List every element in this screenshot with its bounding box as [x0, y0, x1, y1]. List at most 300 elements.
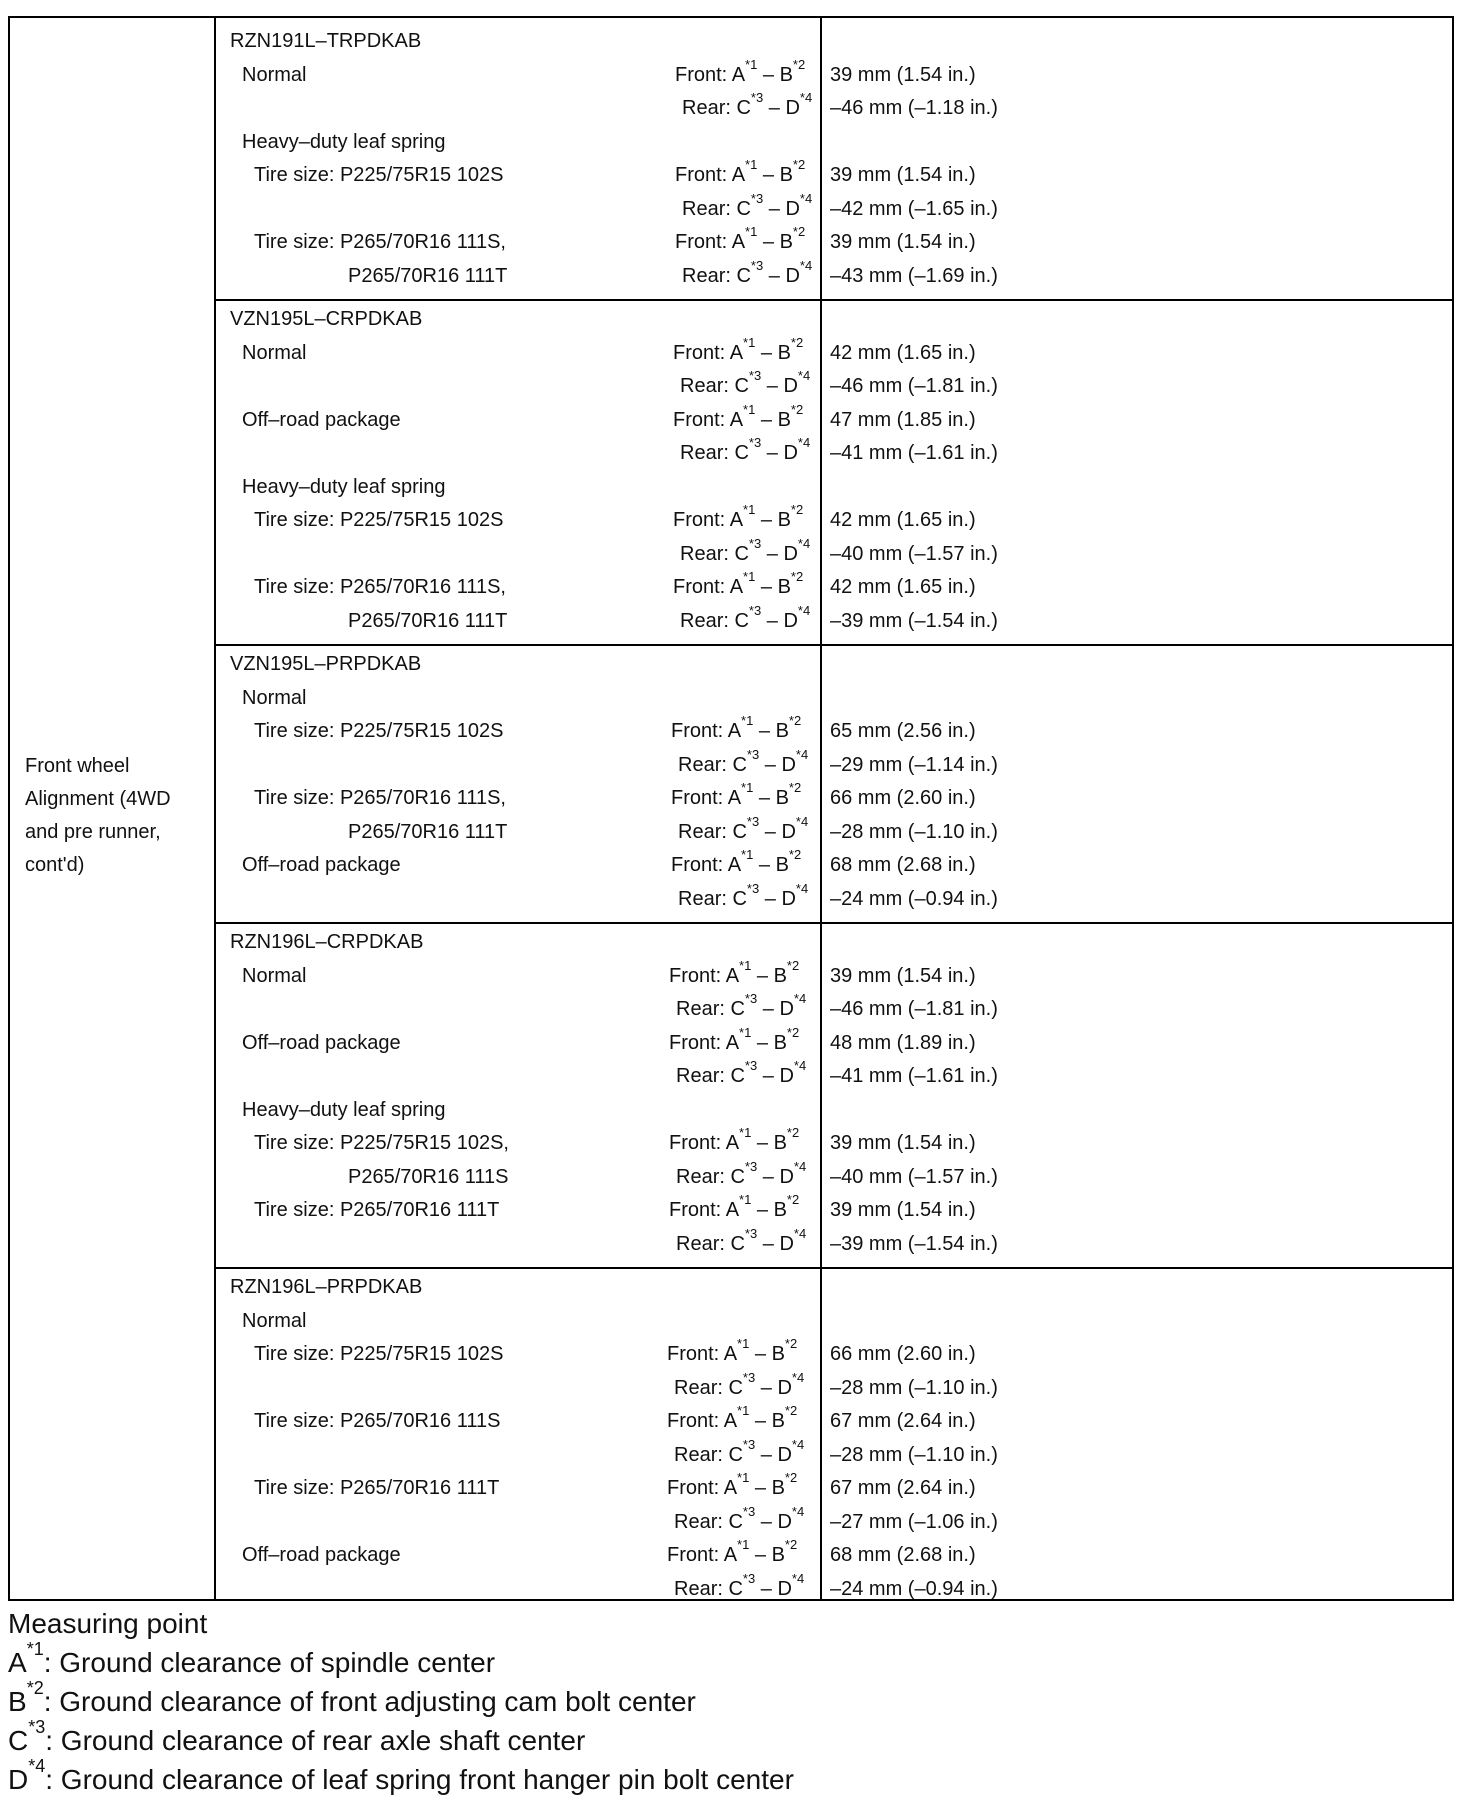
spec-condition: Tire size: P225/75R15 102S,	[254, 1132, 509, 1154]
rear-measurement-label	[678, 880, 809, 914]
section-divider	[214, 1267, 1452, 1269]
spec-condition: P265/70R16 111T	[348, 609, 508, 632]
clearance-value: 67 mm (2.64 in.)	[830, 1477, 976, 1499]
spec-row	[10, 368, 1450, 401]
measurement-part: Rear: C	[680, 542, 749, 565]
measurement-part: *3	[744, 991, 758, 1006]
legend-item: $D^{*4}$: Ground clearance of leaf spring front hanger pin bolt center	[8, 1756, 794, 1795]
section-divider	[214, 299, 1452, 301]
rear-measurement-label	[682, 257, 813, 291]
measurement-part: *1	[737, 1336, 750, 1351]
front-measurement-label	[675, 56, 806, 90]
measurement-part: – D	[763, 97, 800, 119]
measurement-part: *3	[750, 190, 764, 206]
measurement-part: *2	[786, 957, 800, 973]
measurement-part: *1	[737, 1403, 750, 1418]
spec-condition: Tire size: P225/75R15 102S	[254, 164, 504, 186]
measurement-part: *4	[793, 1058, 807, 1073]
spec-row	[10, 602, 1450, 636]
clearance-value: 66 mm (2.60 in.)	[830, 1343, 976, 1365]
measurement-part: Front: A	[675, 231, 746, 253]
rear-measurement-label	[678, 813, 809, 847]
measurement-part: *1	[741, 780, 754, 795]
spec-row	[10, 1058, 1450, 1091]
measurement-part: Rear: C	[680, 375, 749, 397]
rear-measurement-label	[678, 746, 809, 780]
spec-row	[10, 1306, 1450, 1336]
measurement-part: – D	[759, 887, 796, 910]
clearance-value: –39 mm (–1.54 in.)	[830, 1232, 998, 1255]
front-measurement-label	[667, 1470, 798, 1503]
front-measurement-label	[671, 780, 802, 813]
front-measurement-label	[669, 1192, 800, 1225]
clearance-value: 68 mm (2.68 in.)	[830, 854, 976, 876]
measurement-part: Rear: C	[680, 609, 749, 632]
row-label-line: Alignment (4WD	[25, 788, 171, 810]
measurement-part: *3	[750, 90, 764, 105]
spec-row	[10, 1095, 1450, 1125]
front-measurement-label	[673, 334, 804, 368]
measurement-part: – B	[751, 964, 787, 987]
measurement-part: *1	[739, 1125, 752, 1140]
clearance-value: 39 mm (1.54 in.)	[830, 164, 976, 186]
row-label-line: and pre runner,	[25, 821, 161, 843]
measurement-part: *4	[791, 1503, 805, 1519]
measurement-part: – B	[757, 164, 793, 186]
front-measurement-label	[671, 713, 802, 746]
clearance-value: 67 mm (2.64 in.)	[830, 1410, 976, 1432]
measurement-part: *2	[788, 847, 802, 862]
measurement-part: *4	[797, 435, 811, 450]
measurement-part: *2	[786, 1024, 800, 1040]
measurement-part: – B	[749, 1410, 785, 1432]
measurement-part: – D	[755, 1443, 792, 1466]
rear-measurement-label	[682, 90, 813, 123]
spec-row	[10, 56, 1450, 90]
clearance-value: 65 mm (2.56 in.)	[830, 720, 976, 742]
rear-measurement-label	[676, 1058, 807, 1091]
measurement-part: *1	[745, 224, 758, 239]
measurement-part: Rear: C	[674, 1577, 743, 1600]
measurement-part: *4	[791, 1436, 805, 1452]
spec-row	[10, 472, 1450, 502]
clearance-value: –24 mm (–0.94 in.)	[830, 887, 998, 910]
spec-condition: P265/70R16 111S	[348, 1165, 509, 1188]
clearance-value: 39 mm (1.54 in.)	[830, 964, 976, 987]
spec-row	[10, 1403, 1450, 1436]
model-code-row	[10, 649, 1450, 679]
measurement-part: – B	[755, 509, 791, 531]
measurement-part: *4	[793, 1158, 807, 1174]
measurement-part: Front: A	[667, 1343, 738, 1365]
measurement-part: *3	[744, 1158, 758, 1174]
measurement-part: *2	[788, 780, 802, 795]
clearance-value: 39 mm (1.54 in.)	[830, 63, 976, 86]
measurement-part: *1	[737, 1470, 750, 1485]
spec-row	[10, 127, 1450, 157]
measurement-part: *4	[791, 1570, 805, 1586]
measurement-part: *1	[741, 847, 754, 862]
spec-row	[10, 502, 1450, 535]
spec-row	[10, 157, 1450, 190]
rear-measurement-label	[676, 1158, 807, 1192]
spec-row	[10, 780, 1450, 813]
clearance-value: –28 mm (–1.10 in.)	[830, 1376, 998, 1399]
measurement-part: *2	[786, 1192, 800, 1207]
measurement-part: *4	[797, 602, 811, 618]
front-measurement-label	[675, 157, 806, 190]
measurement-part: *4	[791, 1369, 805, 1385]
spec-row	[10, 1024, 1450, 1058]
model-code: RZN196L–CRPDKAB	[230, 931, 424, 953]
spec-row	[10, 257, 1450, 291]
measurement-part: – D	[761, 442, 798, 464]
spec-condition: Normal	[242, 341, 307, 364]
rear-measurement-label	[680, 435, 811, 468]
measurement-part: Front: A	[673, 408, 744, 431]
spec-condition: Tire size: P265/70R16 111T	[254, 1199, 500, 1221]
measurement-part: – D	[757, 1165, 794, 1188]
spec-row	[10, 847, 1450, 880]
measurement-part: *3	[744, 1058, 758, 1073]
front-measurement-label	[667, 1537, 798, 1570]
measurement-part: *3	[746, 746, 760, 762]
measuring-point-legend	[8, 1604, 794, 1799]
spec-condition: P265/70R16 111T	[348, 820, 508, 843]
spec-row	[10, 1192, 1450, 1225]
measurement-part: – D	[759, 820, 796, 843]
measurement-part: *1	[743, 502, 756, 517]
spec-condition: P265/70R16 111T	[348, 264, 508, 287]
measurement-part: *2	[790, 334, 804, 350]
spec-condition: Off–road package	[242, 1031, 401, 1054]
model-code: VZN195L–PRPDKAB	[230, 653, 422, 675]
rear-measurement-label	[674, 1369, 805, 1403]
measurement-part: – B	[757, 231, 793, 253]
measurement-part: – B	[755, 408, 791, 431]
measurement-part: – D	[757, 1232, 794, 1255]
spec-condition: Off–road package	[242, 1544, 401, 1566]
measurement-part: *1	[739, 1024, 752, 1040]
clearance-value: –42 mm (–1.65 in.)	[830, 197, 998, 220]
front-measurement-label	[667, 1336, 798, 1369]
measurement-part: *4	[795, 880, 809, 896]
measurement-part: – D	[761, 542, 798, 565]
spec-condition: Normal	[242, 63, 307, 86]
measurement-part: – D	[755, 1510, 792, 1533]
rear-measurement-label	[676, 991, 807, 1024]
measurement-part: *2	[792, 56, 806, 72]
clearance-value: 66 mm (2.60 in.)	[830, 787, 976, 809]
spec-condition: Off–road package	[242, 854, 401, 876]
spec-row	[10, 435, 1450, 468]
measurement-part: *3	[750, 257, 764, 273]
spec-row	[10, 569, 1450, 602]
spec-condition: Tire size: P265/70R16 111S,	[254, 576, 506, 598]
measurement-part: – D	[757, 998, 794, 1020]
section-divider	[214, 922, 1452, 924]
measurement-part: *1	[739, 1192, 752, 1207]
spec-row	[10, 880, 1450, 914]
clearance-value: –40 mm (–1.57 in.)	[830, 1165, 998, 1188]
clearance-value: –43 mm (–1.69 in.)	[830, 264, 998, 287]
measurement-part: *3	[748, 535, 762, 551]
measurement-part: Rear: C	[680, 442, 749, 464]
clearance-value: –46 mm (–1.81 in.)	[830, 998, 998, 1020]
spec-row	[10, 746, 1450, 780]
measurement-part: *2	[790, 569, 804, 584]
measurement-part: *2	[790, 401, 804, 417]
spec-condition: Tire size: P225/75R15 102S	[254, 509, 504, 531]
measurement-part: – D	[761, 609, 798, 632]
measurement-part: – B	[755, 341, 791, 364]
spec-condition: Tire size: P225/75R15 102S	[254, 1343, 504, 1365]
clearance-value: –27 mm (–1.06 in.)	[830, 1510, 998, 1533]
measurement-part: *1	[743, 334, 756, 350]
measurement-part: *1	[737, 1537, 750, 1552]
measurement-part: – D	[763, 264, 800, 287]
spec-row	[10, 224, 1450, 257]
measurement-part: *3	[742, 1369, 756, 1385]
spec-condition: Tire size: P225/75R15 102S	[254, 720, 504, 742]
measurement-part: – B	[751, 1132, 787, 1154]
legend-title: Measuring point	[8, 1608, 208, 1639]
measurement-part: Front: A	[673, 341, 744, 364]
measurement-part: – B	[751, 1031, 787, 1054]
section-divider	[214, 644, 1452, 646]
measurement-part: Rear: C	[682, 97, 751, 119]
measurement-part: – B	[755, 576, 791, 598]
spec-row	[10, 1503, 1450, 1537]
measurement-part: *3	[748, 368, 762, 383]
clearance-value: –29 mm (–1.14 in.)	[830, 753, 998, 776]
rear-measurement-label	[682, 190, 813, 224]
clearance-value: 48 mm (1.89 in.)	[830, 1031, 976, 1054]
measurement-part: – B	[757, 63, 793, 86]
measurement-part: – D	[763, 197, 800, 220]
rear-measurement-label	[674, 1503, 805, 1537]
spec-condition: Heavy–duty leaf spring	[242, 475, 446, 498]
clearance-value: –28 mm (–1.10 in.)	[830, 1443, 998, 1466]
model-code: RZN196L–PRPDKAB	[230, 1276, 423, 1298]
measurement-part: – D	[755, 1577, 792, 1600]
spec-row	[10, 1470, 1450, 1503]
clearance-value: –39 mm (–1.54 in.)	[830, 609, 998, 632]
measurement-part: *2	[790, 502, 804, 517]
measurement-part: Front: A	[667, 1477, 738, 1499]
clearance-value: 42 mm (1.65 in.)	[830, 576, 976, 598]
clearance-value: –46 mm (–1.81 in.)	[830, 375, 998, 397]
spec-condition: Off–road package	[242, 408, 401, 431]
measurement-part: Front: A	[673, 509, 744, 531]
model-code-row	[10, 927, 1450, 957]
measurement-part: *2	[784, 1470, 798, 1485]
clearance-value: –46 mm (–1.18 in.)	[830, 97, 998, 119]
measurement-part: *2	[784, 1537, 798, 1552]
model-code-row	[10, 1272, 1450, 1302]
model-code: VZN195L–CRPDKAB	[230, 308, 423, 330]
clearance-value: 39 mm (1.54 in.)	[830, 1199, 976, 1221]
measurement-part: *1	[745, 56, 758, 72]
measurement-part: Front: A	[669, 964, 740, 987]
measurement-part: – B	[749, 1544, 785, 1566]
spec-row	[10, 1336, 1450, 1369]
front-measurement-label	[673, 502, 804, 535]
front-measurement-label	[673, 401, 804, 435]
legend-item: $A^{*1}$: Ground clearance of spindle center	[8, 1639, 496, 1678]
spec-row	[10, 1225, 1450, 1259]
spec-condition: Tire size: P265/70R16 111S	[254, 1410, 501, 1432]
measurement-part: Rear: C	[682, 264, 751, 287]
row-label-line: Front wheel	[25, 755, 130, 777]
spec-row	[10, 535, 1450, 569]
spec-condition: Normal	[242, 1309, 307, 1332]
measurement-part: Rear: C	[682, 197, 751, 220]
measurement-part: *1	[741, 713, 754, 728]
measurement-part: *4	[799, 90, 813, 105]
measurement-part: *3	[742, 1570, 756, 1586]
measurement-part: *4	[795, 813, 809, 829]
clearance-value: –28 mm (–1.10 in.)	[830, 820, 998, 843]
spec-condition: Normal	[242, 686, 307, 709]
spec-condition: Tire size: P265/70R16 111S,	[254, 787, 506, 809]
measurement-part: *3	[748, 602, 762, 618]
clearance-value: 47 mm (1.85 in.)	[830, 408, 976, 431]
measurement-part: Rear: C	[678, 887, 747, 910]
measurement-part: *4	[797, 368, 811, 383]
spec-row	[10, 1369, 1450, 1403]
measurement-part: Front: A	[671, 787, 742, 809]
front-measurement-label	[673, 569, 804, 602]
spec-row	[10, 713, 1450, 746]
spec-row	[10, 1537, 1450, 1570]
measurement-part: Rear: C	[676, 1065, 745, 1087]
measurement-part: *1	[743, 401, 756, 417]
measurement-part: *2	[792, 224, 806, 239]
measurement-part: *3	[742, 1503, 756, 1519]
clearance-value: –24 mm (–0.94 in.)	[830, 1577, 998, 1600]
rear-measurement-label	[674, 1570, 805, 1604]
measurement-part: Rear: C	[678, 820, 747, 843]
measurement-part: *2	[788, 713, 802, 728]
spec-row	[10, 1436, 1450, 1470]
measurement-part: *3	[744, 1225, 758, 1241]
measurement-part: *2	[784, 1336, 798, 1351]
spec-row	[10, 1158, 1450, 1192]
measurement-part: Front: A	[673, 576, 744, 598]
spec-condition: Tire size: P265/70R16 111S,	[254, 231, 506, 253]
measurement-part: Front: A	[675, 164, 746, 186]
spec-row	[10, 957, 1450, 991]
measurement-part: Front: A	[671, 854, 742, 876]
front-measurement-label	[669, 957, 800, 991]
measurement-part: – D	[755, 1376, 792, 1399]
measurement-part: Rear: C	[678, 753, 747, 776]
clearance-value: –41 mm (–1.61 in.)	[830, 1065, 998, 1087]
row-label-line: cont'd)	[25, 854, 85, 876]
rear-measurement-label	[680, 535, 811, 569]
spec-condition: Heavy–duty leaf spring	[242, 130, 446, 153]
measurement-part: *4	[799, 257, 813, 273]
spec-row	[10, 991, 1450, 1024]
measurement-part: Rear: C	[674, 1510, 743, 1533]
clearance-value: 42 mm (1.65 in.)	[830, 509, 976, 531]
clearance-value: –40 mm (–1.57 in.)	[830, 542, 998, 565]
spec-row	[10, 683, 1450, 713]
spec-row	[10, 90, 1450, 123]
legend-item: $B^{*2}$: Ground clearance of front adjusting cam bolt center	[8, 1678, 696, 1717]
measurement-part: Front: A	[667, 1544, 738, 1566]
clearance-value: 39 mm (1.54 in.)	[830, 231, 976, 253]
measurement-part: *2	[792, 157, 806, 172]
model-code-row	[10, 304, 1450, 334]
spec-condition: Normal	[242, 964, 307, 987]
clearance-value: 68 mm (2.68 in.)	[830, 1544, 976, 1566]
measurement-part: Rear: C	[676, 998, 745, 1020]
measurement-part: – D	[757, 1065, 794, 1087]
front-measurement-label	[669, 1024, 800, 1058]
measurement-part: *1	[739, 957, 752, 973]
spec-row	[10, 1125, 1450, 1158]
spec-condition: Heavy–duty leaf spring	[242, 1098, 446, 1121]
spec-row	[10, 334, 1450, 368]
model-code: RZN191L–TRPDKAB	[230, 30, 422, 52]
measurement-part: *3	[746, 880, 760, 896]
measurement-part: *3	[742, 1436, 756, 1452]
front-measurement-label	[675, 224, 806, 257]
measurement-part: *4	[793, 1225, 807, 1241]
spec-row	[10, 1570, 1450, 1604]
measurement-part: Rear: C	[674, 1376, 743, 1399]
measurement-part: Front: A	[675, 63, 746, 86]
model-code-row	[10, 26, 1450, 56]
measurement-part: *1	[743, 569, 756, 584]
measurement-part: *4	[797, 535, 811, 551]
measurement-part: Front: A	[667, 1410, 738, 1432]
measurement-part: *2	[784, 1403, 798, 1418]
measurement-part: Rear: C	[674, 1443, 743, 1466]
rear-measurement-label	[676, 1225, 807, 1259]
measurement-part: – B	[749, 1477, 785, 1499]
measurement-part: Front: A	[669, 1031, 740, 1054]
measurement-part: – B	[753, 787, 789, 809]
rear-measurement-label	[674, 1436, 805, 1470]
legend-item: $C^{*3}$: Ground clearance of rear axle shaft center	[8, 1717, 586, 1756]
measurement-part: – B	[753, 854, 789, 876]
measurement-part: *4	[799, 190, 813, 206]
measurement-part: Rear: C	[676, 1165, 745, 1188]
measurement-part: – B	[749, 1343, 785, 1365]
spec-table	[8, 16, 1454, 1601]
front-measurement-label	[671, 847, 802, 880]
measurement-part: *3	[748, 435, 762, 450]
measurement-part: – B	[753, 720, 789, 742]
spec-row	[10, 190, 1450, 224]
measurement-part: *2	[786, 1125, 800, 1140]
measurement-part: *1	[745, 157, 758, 172]
spec-row	[10, 401, 1450, 435]
rear-measurement-label	[680, 602, 811, 636]
measurement-part: *4	[795, 746, 809, 762]
measurement-part: Front: A	[669, 1132, 740, 1154]
measurement-part: Front: A	[671, 720, 742, 742]
spec-row	[10, 813, 1450, 847]
measurement-part: *3	[746, 813, 760, 829]
measurement-part: Front: A	[669, 1199, 740, 1221]
measurement-part: Rear: C	[676, 1232, 745, 1255]
measurement-part: *4	[793, 991, 807, 1006]
measurement-part: – D	[761, 375, 798, 397]
